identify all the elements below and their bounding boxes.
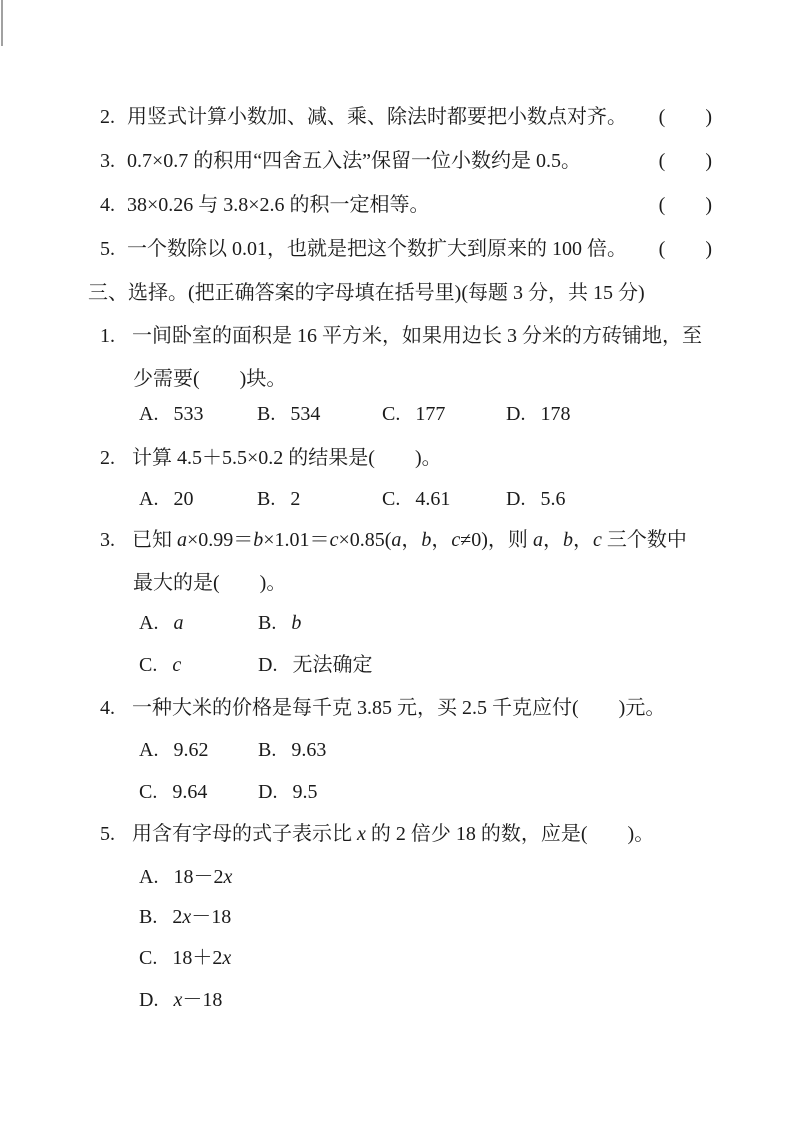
option-label: B. (258, 739, 277, 761)
question-text: 用含有字母的式子表示比 x 的 2 倍少 18 的数，应是( )。 (132, 823, 655, 845)
option-c (139, 945, 231, 971)
item-number: 2. (100, 106, 115, 128)
option-label: D. (506, 488, 526, 510)
answer-bracket: ( ) (658, 238, 712, 260)
option-a (139, 610, 253, 636)
option-b (258, 610, 301, 636)
option-value: 4.61 (415, 488, 451, 510)
question-3-options-row-ab (139, 610, 301, 636)
true-false-item-3 (100, 148, 712, 174)
statement-text: 0.7×0.7 的积用“四舍五入法”保留一位小数约是 0.5。 (127, 150, 582, 172)
question-3-options-row-cd (139, 652, 372, 678)
option-a (139, 864, 232, 890)
question-4-options-row-cd (139, 779, 317, 805)
option-label: C. (382, 488, 401, 510)
question-5-option-c-row (139, 945, 231, 971)
option-label: C. (139, 947, 158, 969)
option-d (139, 987, 222, 1013)
option-label: B. (257, 488, 276, 510)
option-value: 9.62 (173, 739, 209, 761)
question-text: 少需要( )块。 (133, 368, 287, 390)
option-a (139, 486, 252, 512)
option-label: D. (258, 654, 278, 676)
option-d (258, 779, 317, 805)
option-d (258, 652, 372, 678)
question-5-line-1 (100, 821, 654, 847)
question-text: 最大的是( )。 (133, 572, 287, 594)
option-label: A. (139, 739, 159, 761)
option-value: 18－2x (173, 866, 233, 888)
option-label: D. (139, 989, 159, 1011)
true-false-item-4 (100, 192, 712, 218)
question-3-line-1 (100, 527, 687, 553)
option-value: c (172, 654, 182, 676)
question-5-option-a-row (139, 864, 232, 890)
option-c (139, 652, 253, 678)
question-1-options-row (139, 401, 570, 427)
statement-text: 一个数除以 0.01，也就是把这个数扩大到原来的 100 倍。 (127, 238, 627, 260)
option-label: B. (139, 906, 158, 928)
item-number: 5. (100, 238, 115, 260)
option-label: A. (139, 866, 159, 888)
item-number: 4. (100, 194, 115, 216)
option-value: 534 (290, 403, 321, 425)
option-label: A. (139, 403, 159, 425)
option-value: 533 (173, 403, 204, 425)
option-value: 2 (290, 488, 301, 510)
option-value: 9.5 (292, 781, 318, 803)
option-label: B. (257, 403, 276, 425)
option-c (139, 779, 253, 805)
true-false-item-2 (100, 104, 712, 130)
option-label: C. (382, 403, 401, 425)
answer-bracket: ( ) (658, 194, 712, 216)
option-label: A. (139, 612, 159, 634)
option-value: 178 (540, 403, 571, 425)
option-value: 9.64 (172, 781, 208, 803)
option-value: b (291, 612, 302, 634)
question-2-line-1 (100, 445, 442, 471)
statement-text: 用竖式计算小数加、减、乘、除法时都要把小数点对齐。 (127, 106, 627, 128)
true-false-item-5 (100, 236, 712, 262)
question-1-line-1 (100, 323, 702, 349)
question-2-options-row (139, 486, 565, 512)
question-3-line-2 (133, 570, 286, 596)
option-label: C. (139, 654, 158, 676)
question-text: 一间卧室的面积是 16 平方米，如果用边长 3 分米的方砖铺地，至 (132, 325, 702, 347)
option-label: D. (506, 403, 526, 425)
option-b (257, 401, 377, 427)
option-value: 无法确定 (292, 654, 373, 676)
option-value: 177 (415, 403, 446, 425)
question-number: 2. (100, 447, 115, 469)
question-text: 一种大米的价格是每千克 3.85 元，买 2.5 千克应付( )元。 (132, 697, 666, 719)
item-number: 3. (100, 150, 115, 172)
question-number: 3. (100, 529, 115, 551)
question-number: 4. (100, 697, 115, 719)
option-b (258, 737, 326, 763)
question-1-line-2 (133, 366, 286, 392)
question-5-option-d-row (139, 987, 222, 1013)
option-value: 2x－18 (172, 906, 232, 928)
option-label: A. (139, 488, 159, 510)
answer-bracket: ( ) (658, 150, 712, 172)
scan-artifact-line (1, 0, 3, 46)
statement-text: 38×0.26 与 3.8×2.6 的积一定相等。 (127, 194, 430, 216)
option-d (506, 486, 565, 512)
option-b (257, 486, 377, 512)
option-d (506, 401, 570, 427)
option-value: 20 (173, 488, 194, 510)
question-text: 计算 4.5＋5.5×0.2 的结果是( )。 (132, 447, 442, 469)
option-value: x－18 (173, 989, 223, 1011)
question-4-line-1 (100, 695, 665, 721)
option-label: D. (258, 781, 278, 803)
option-value: 18＋2x (172, 947, 232, 969)
option-value: 9.63 (291, 739, 327, 761)
option-a (139, 737, 253, 763)
question-5-option-b-row (139, 904, 231, 930)
option-a (139, 401, 252, 427)
question-number: 5. (100, 823, 115, 845)
option-value: a (173, 612, 184, 634)
section-heading (88, 280, 645, 306)
answer-bracket: ( ) (658, 106, 712, 128)
question-text: 已知 a×0.99＝b×1.01＝c×0.85(a，b，c≠0)，则 a，b，c 三个数中 (132, 529, 687, 551)
option-label: C. (139, 781, 158, 803)
question-number: 1. (100, 325, 115, 347)
option-b (139, 904, 231, 930)
option-c (382, 486, 501, 512)
option-value: 5.6 (540, 488, 566, 510)
option-c (382, 401, 501, 427)
question-4-options-row-ab (139, 737, 326, 763)
section-title: 三、选择。(把正确答案的字母填在括号里)(每题 3 分，共 15 分) (88, 282, 645, 304)
option-label: B. (258, 612, 277, 634)
